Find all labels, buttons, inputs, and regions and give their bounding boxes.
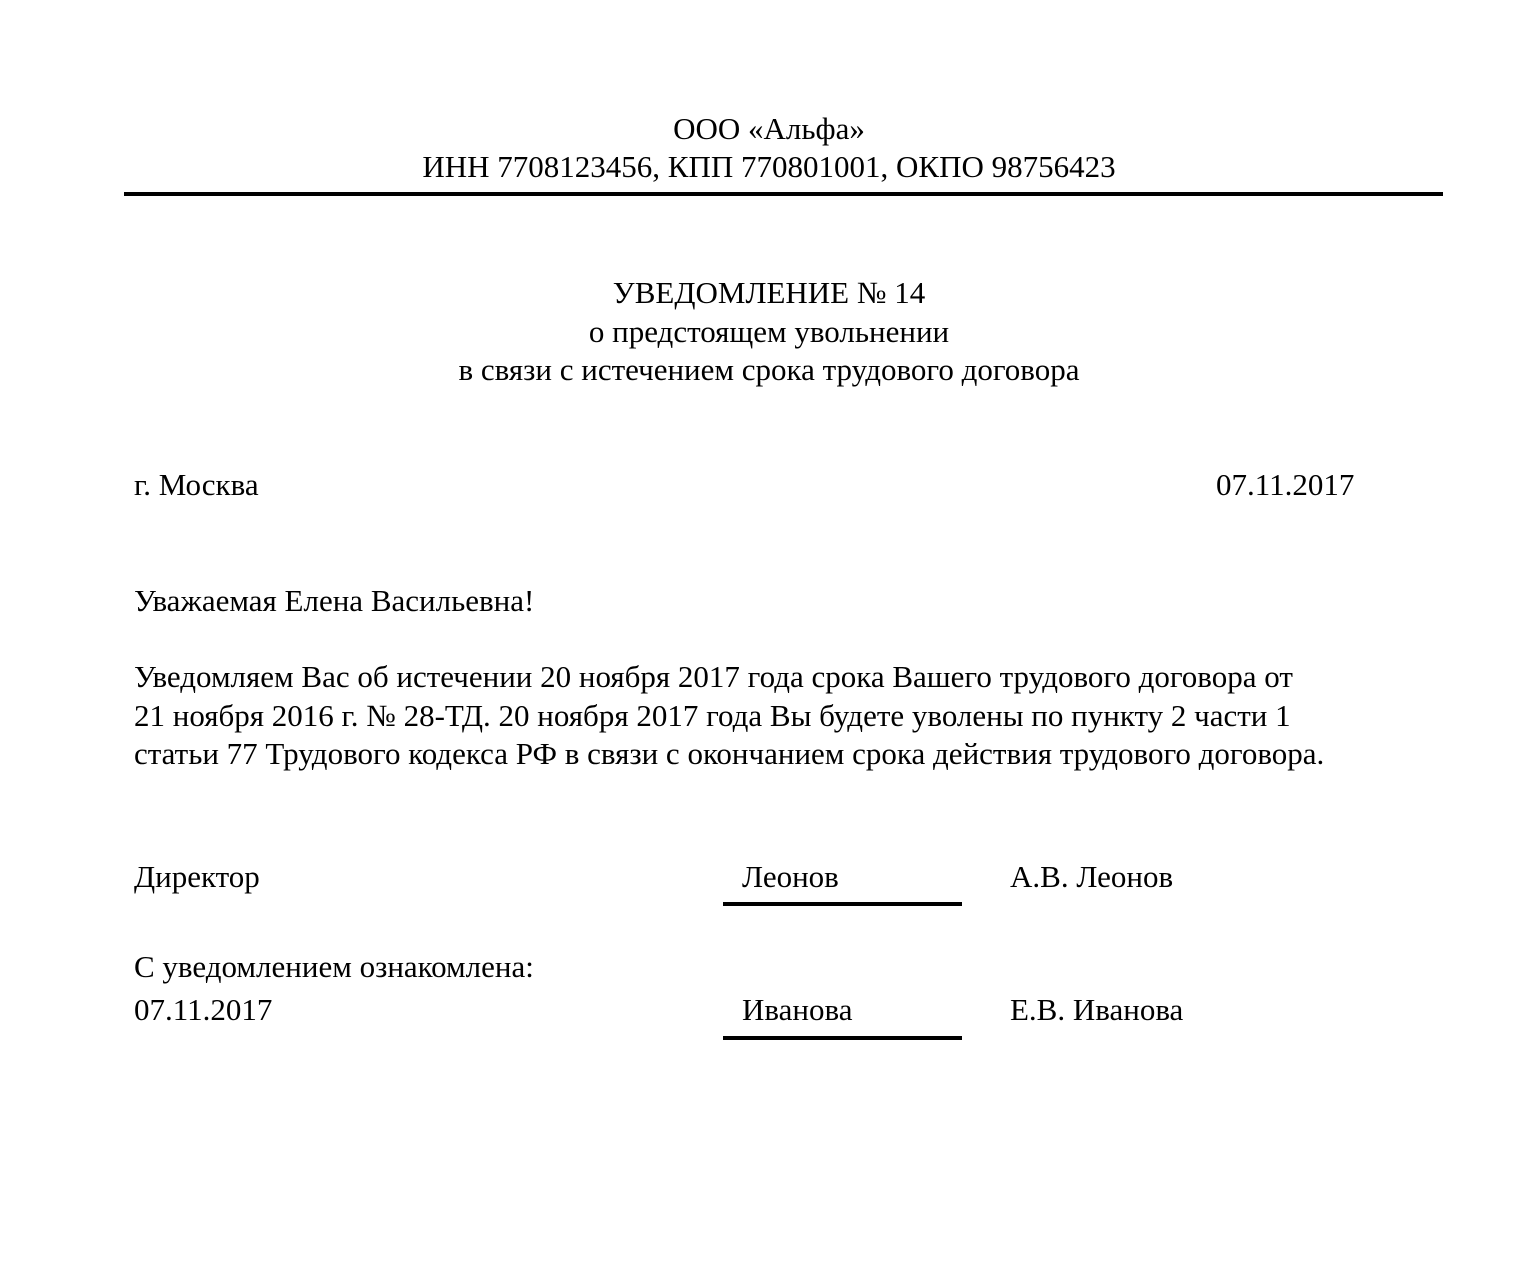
- director-signature: Леонов: [742, 859, 839, 894]
- header-divider: [124, 192, 1443, 196]
- body-line: Уведомляем Вас об истечении 20 ноября 2017 года срока Вашего трудового договора от: [134, 659, 1293, 694]
- document-subtitle-1: о предстоящем увольнении: [588, 314, 950, 349]
- city: г. Москва: [134, 467, 259, 502]
- director-signature-line: [723, 902, 962, 906]
- salutation: Уважаемая Елена Васильевна!: [134, 583, 535, 618]
- document-title: УВЕДОМЛЕНИЕ № 14: [612, 275, 926, 310]
- employee-signature: Иванова: [742, 992, 853, 1027]
- director-name: А.В. Леонов: [1010, 859, 1174, 894]
- body-paragraph: [134, 658, 1454, 774]
- document-date: 07.11.2017: [1216, 467, 1355, 502]
- acknowledgement-label: С уведомлением ознакомлена:: [134, 949, 534, 984]
- body-line: статьи 77 Трудового кодекса РФ в связи с окончанием срока действия трудового договора.: [134, 736, 1325, 771]
- employee-signature-line: [723, 1036, 962, 1040]
- employee-name: Е.В. Иванова: [1010, 992, 1184, 1027]
- director-position: Директор: [134, 859, 260, 894]
- body-line: 21 ноября 2016 г. № 28-ТД. 20 ноября 2017 года Вы будете уволены по пункту 2 части 1: [134, 697, 1291, 733]
- company-requisites: ИНН 7708123456, КПП 770801001, ОКПО 98756423: [422, 149, 1116, 184]
- document-subtitle-2: в связи с истечением срока трудового договора: [458, 352, 1080, 387]
- acknowledgement-date: 07.11.2017: [134, 992, 273, 1027]
- company-name: ООО «Альфа»: [673, 111, 865, 146]
